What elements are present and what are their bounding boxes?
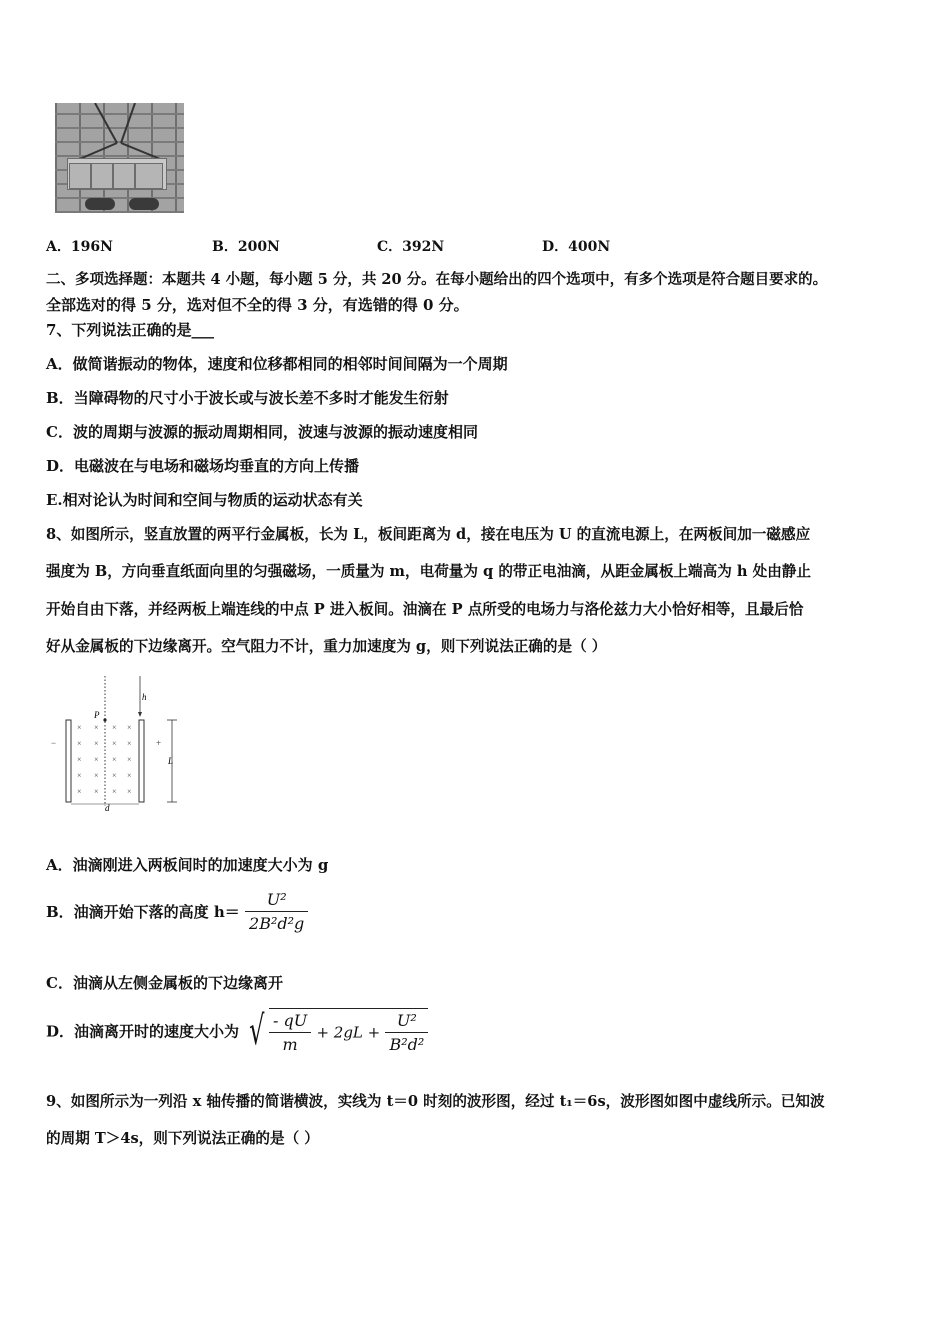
svg-text:×: × [77,771,82,780]
prev-option-a: A．196N [46,239,113,255]
left-plate [66,720,71,802]
prev-option-d: D．400N [542,239,611,255]
point-p [103,718,106,721]
right-plate [139,720,144,802]
q7-option-a: A．做简谐振动的物体，速度和位移都相同的相邻时间间隔为一个周期 [46,355,508,373]
q7-option-c: C．波的周期与波源的振动周期相同，波速与波源的振动速度相同 [46,423,478,441]
bricks-photo [55,103,184,213]
q8-line3: 开始自由下落，并经两板上端连线的中点 P 进入板间。油滴在 P 点所受的电场力与洛伦兹力大小恰好相等，且最后恰 [46,601,804,618]
q8-option-b: B．油滴开始下落的高度 h＝ $\frac{\text{U²}}{\text{2B²d²g}}$ [46,890,308,933]
svg-text:×: × [77,723,82,732]
q8-line1: 8、如图所示，竖直放置的两平行金属板，长为 L，板间距离为 d，接在电压为 U 的直流电源上，在两板间加一磁感应 [46,526,811,543]
svg-text:×: × [112,755,117,764]
q8-option-b-fraction: $\frac{\text{U²}}{\text{2B²d²g}}$ [245,890,308,933]
q9-line1: 9、如图所示为一列沿 x 轴传播的简谐横波，实线为 t＝0 时刻的波形图，经过 t₁＝6s，波形图如图中虚线所示。已知波 [46,1093,825,1110]
prev-option-c: C．392N [377,239,445,255]
sqrt-content: $\frac{- qU}{m}$ + 2gL + $\frac{\text{U²}}{\text{B²d²}}$ [269,1008,428,1054]
q7-option-e: E.相对论认为时间和空间与物质的运动状态有关 [46,491,363,509]
q8-line4: 好从金属板的下边缘离开。空气阻力不计，重力加速度为 g，则下列说法正确的是（ ） [46,638,607,655]
svg-text:×: × [94,739,99,748]
section2-line2: 全部选对的得 5 分，选对但不全的得 3 分，有选错的得 0 分。 [46,296,469,314]
svg-text:×: × [77,755,82,764]
fig-p-label: P [94,710,100,720]
q7-option-b: B．当障碍物的尺寸小于波长或与波长差不多时才能发生衍射 [46,389,449,407]
q8-line2: 强度为 B，方向垂直纸面向里的匀强磁场，一质量为 m，电荷量为 q 的带正电油滴，从距金属板上端高为 h 处由静止 [46,563,811,580]
svg-text:×: × [112,771,117,780]
svg-text:×: × [94,787,99,796]
section2-line1: 二、多项选择题：本题共 4 小题，每小题 5 分，共 20 分。在每小题给出的四个选项中，有多个选项是符合题目要求的。 [46,271,828,288]
svg-text:×: × [77,787,82,796]
q8-option-d: D．油滴离开时的速度大小为 √ $\frac{- qU}{m}$ + 2gL + $\frac{\text{U²}}{\text{B²d²}}$ [46,1008,428,1054]
svg-text:×: × [127,755,132,764]
svg-text:×: × [94,723,99,732]
svg-text:×: × [94,755,99,764]
prev-option-b: B．200N [212,239,280,255]
fig-minus-label: − [51,738,57,748]
q9-line2: 的周期 T＞4s，则下列说法正确的是（ ） [46,1130,319,1147]
svg-text:×: × [112,723,117,732]
svg-text:×: × [127,787,132,796]
svg-text:×: × [127,739,132,748]
fig-h-label: h [142,692,147,702]
fig-plus-label: + [156,738,162,748]
fig-l-label: L [168,756,174,766]
sqrt-sign: √ [249,1008,265,1054]
svg-text:×: × [112,787,117,796]
q8-option-c: C．油滴从左侧金属板的下边缘离开 [46,974,283,992]
q7-stem: 7、下列说法正确的是___ [46,321,214,339]
svg-text:×: × [127,771,132,780]
magnetic-field-crosses [77,723,132,796]
svg-text:×: × [77,739,82,748]
svg-text:×: × [127,723,132,732]
fig-d-label: d [105,803,110,812]
svg-text:×: × [94,771,99,780]
q8-figure [48,672,188,812]
q8-option-a: A．油滴刚进入两板间时的加速度大小为 g [46,856,329,874]
svg-text:×: × [112,739,117,748]
q7-option-d: D．电磁波在与电场和磁场均垂直的方向上传播 [46,457,360,475]
